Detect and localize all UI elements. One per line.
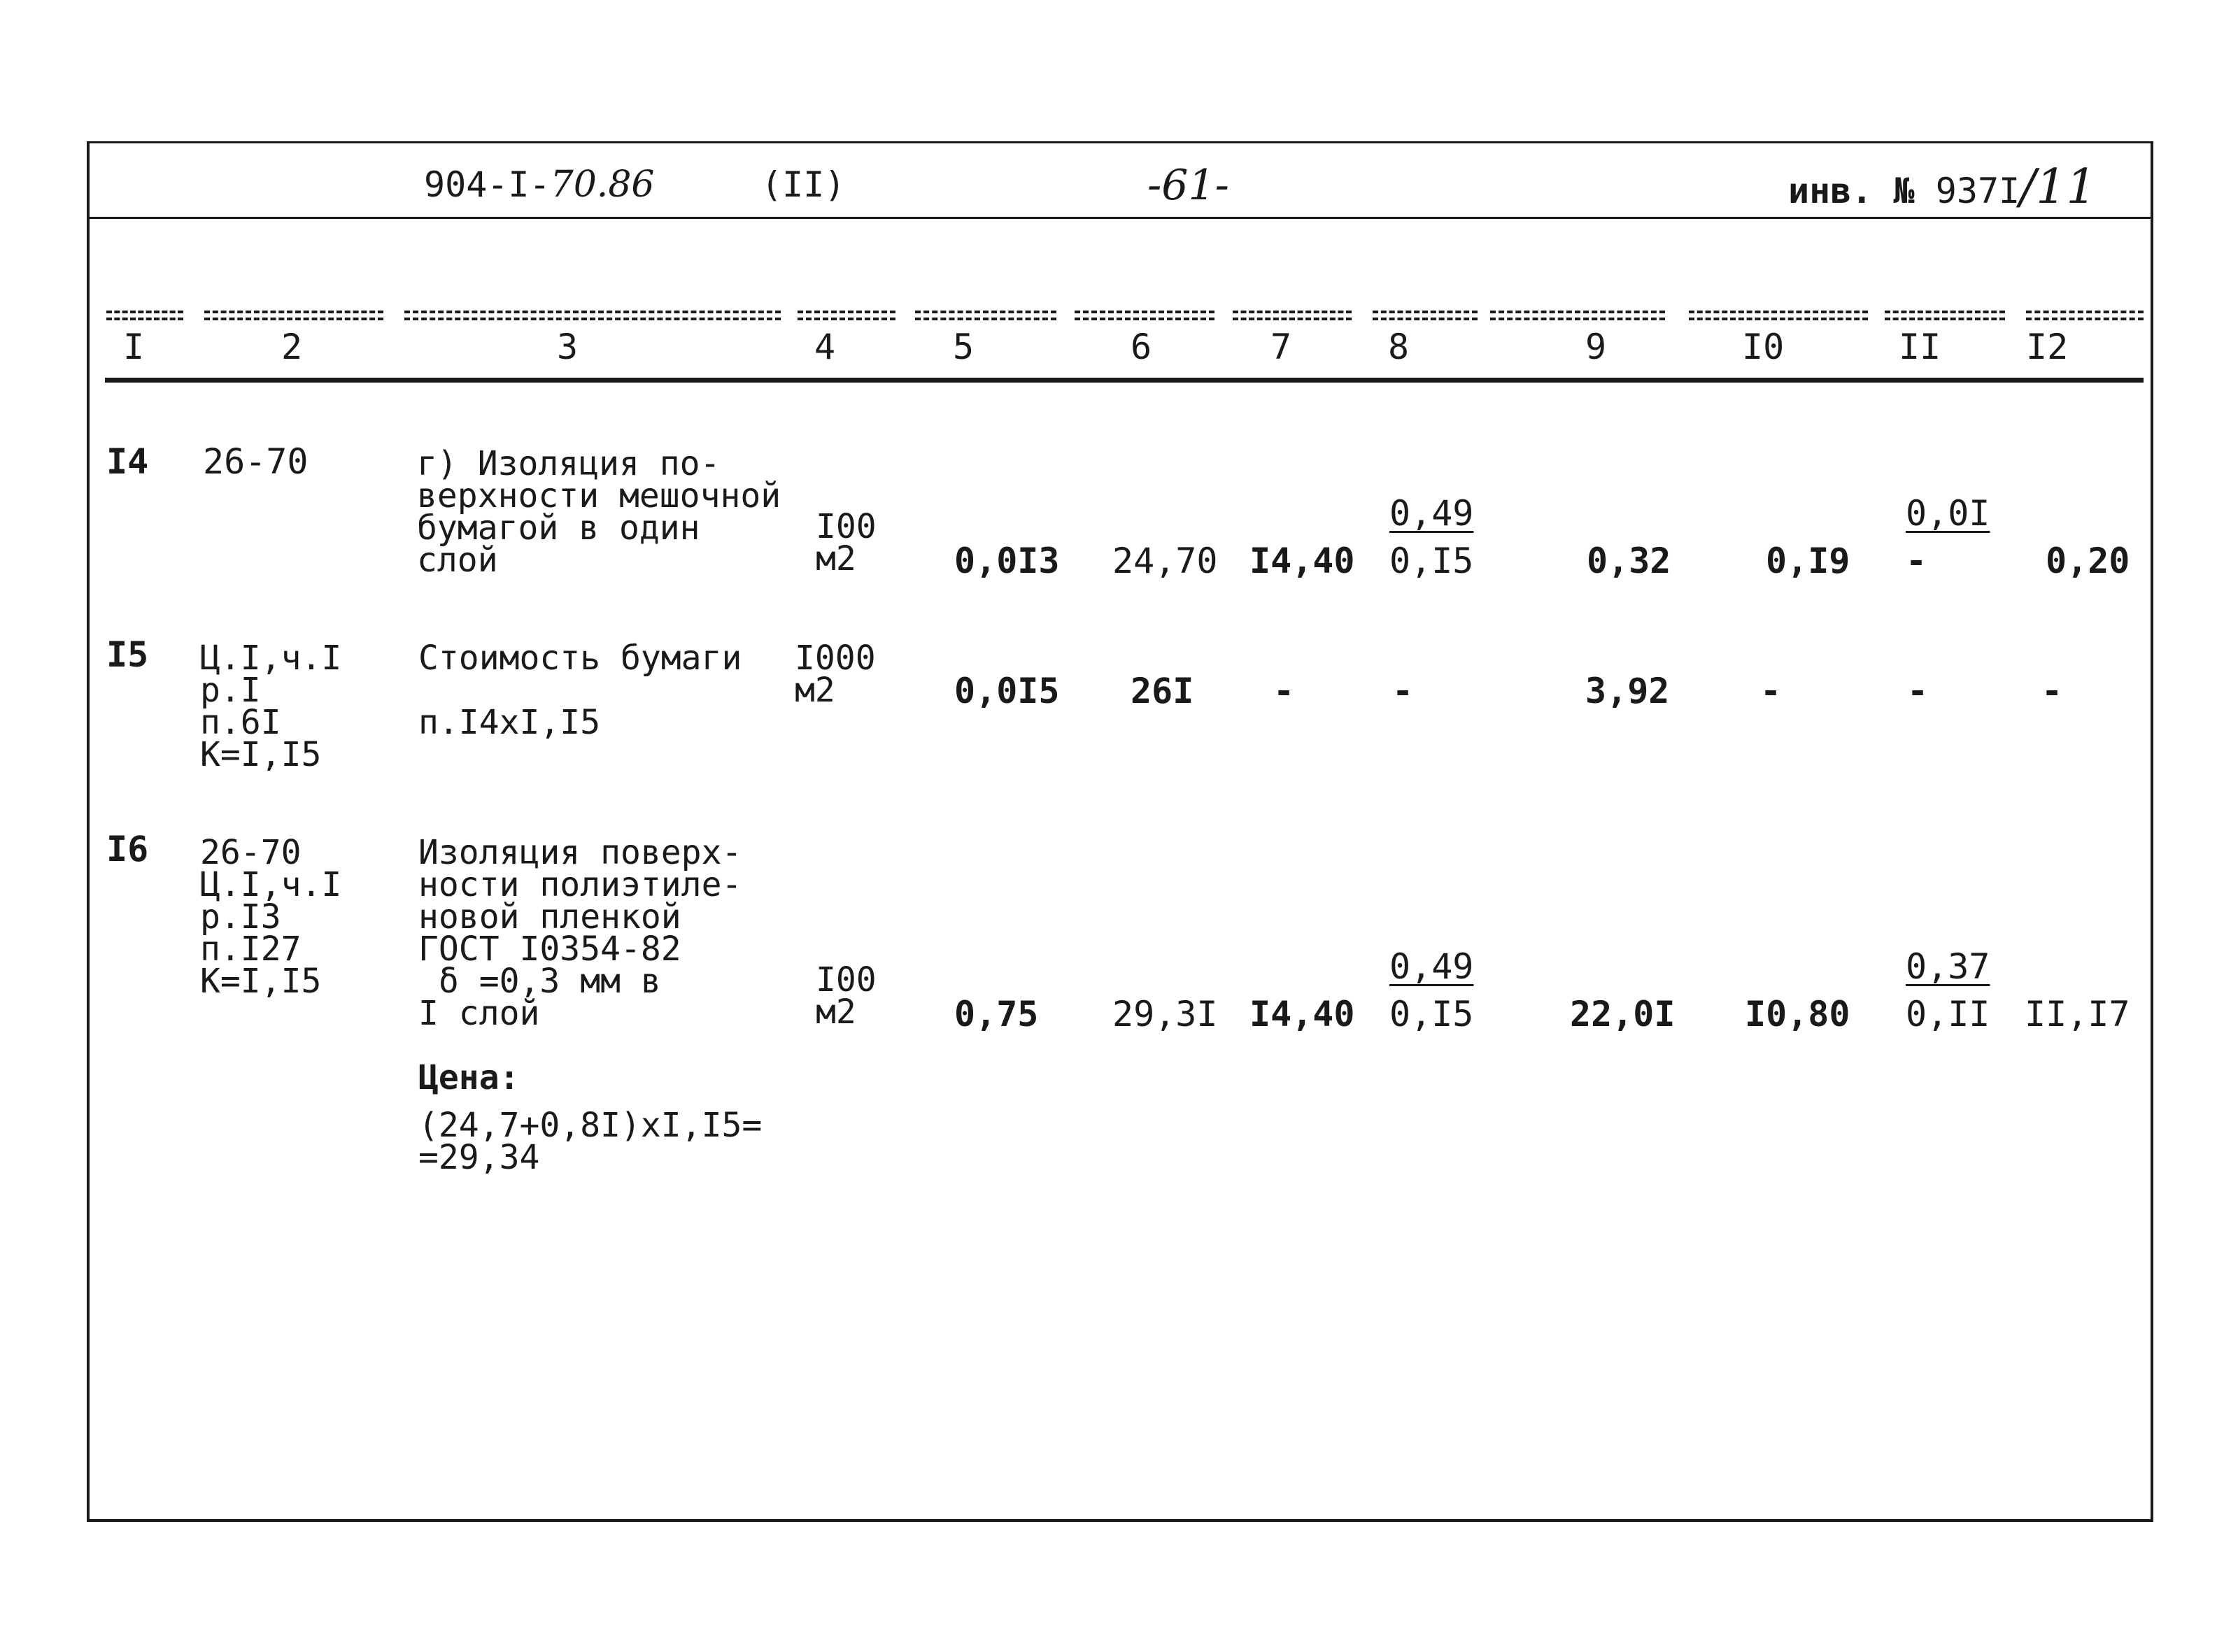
column-number-9: 9 xyxy=(1585,327,1607,367)
column-number-11: II xyxy=(1899,327,1941,367)
column-number-6: 6 xyxy=(1131,327,1152,367)
cell-col5: 0,0I3 xyxy=(954,541,1060,581)
row-unit: I00 м2 xyxy=(816,960,877,1032)
row-number: I4 xyxy=(106,441,149,482)
cell-col8-bottom: 0,I5 xyxy=(1389,541,1474,581)
cell-col10: - xyxy=(1760,671,1782,711)
row-description-formula: п.I4xI,I5 xyxy=(418,703,601,742)
inventory-handwritten: /11 xyxy=(2020,159,2097,215)
cell-col5: 0,0I5 xyxy=(954,671,1060,711)
column-number-7: 7 xyxy=(1270,327,1292,367)
cell-col7: I4,40 xyxy=(1249,994,1355,1034)
cell-col9: 3,92 xyxy=(1585,671,1670,711)
price-formula: (24,7+0,8I)xI,I5= =29,34 xyxy=(418,1106,763,1177)
cell-col11-top: 0,37 xyxy=(1906,946,1990,987)
cell-col11-bottom: 0,II xyxy=(1906,994,1990,1034)
cell-col8: - xyxy=(1392,671,1414,711)
cell-col6: 24,70 xyxy=(1112,541,1218,581)
cell-col7: - xyxy=(1273,671,1295,711)
cell-col11: - xyxy=(1907,671,1929,711)
inventory-label: инв. № xyxy=(1788,171,1915,211)
row-code: Ц.I,ч.I р.I п.6I К=I,I5 xyxy=(200,639,342,774)
header-divider xyxy=(90,217,2151,219)
cell-col12: - xyxy=(2041,671,2063,711)
cell-col11-top: 0,0I xyxy=(1906,493,1990,534)
section-number: (II) xyxy=(761,164,846,205)
column-number-5: 5 xyxy=(953,327,975,367)
cell-col8-top: 0,49 xyxy=(1389,493,1474,534)
header-bottom-rule xyxy=(105,378,2144,383)
row-description: г) Изоляция по- верхности мешочной бумагой в один слой xyxy=(417,444,781,580)
row-code: 26-70 xyxy=(203,441,309,482)
document-code-prefix: 904-I- xyxy=(424,164,551,205)
cell-col7: I4,40 xyxy=(1249,541,1355,581)
row-number: I6 xyxy=(106,829,149,869)
column-number-10: I0 xyxy=(1742,327,1785,367)
price-label: Цена: xyxy=(418,1058,520,1097)
column-number-4: 4 xyxy=(814,327,836,367)
cell-col5: 0,75 xyxy=(954,994,1039,1034)
column-number-3: 3 xyxy=(557,327,579,367)
cell-col10: I0,80 xyxy=(1745,994,1850,1034)
cell-col10: 0,I9 xyxy=(1766,541,1850,581)
column-number-12: I2 xyxy=(2026,327,2069,367)
row-code: 26-70 Ц.I,ч.I р.I3 п.I27 К=I,I5 xyxy=(200,833,342,1001)
column-number-1: I xyxy=(123,327,145,367)
row-description: Изоляция поверх- ности полиэтиле- новой пленкой ГОСТ I0354-82 δ =0,3 мм в I слой xyxy=(418,833,742,1033)
cell-col12: 0,20 xyxy=(2046,541,2130,581)
document-code xyxy=(424,165,655,204)
row-description: Стоимость бумаги xyxy=(418,639,742,678)
cell-col6: 29,3I xyxy=(1112,994,1218,1034)
row-unit: I000 м2 xyxy=(795,639,876,710)
column-number-2: 2 xyxy=(281,327,303,367)
cell-col8-bottom: 0,I5 xyxy=(1389,994,1474,1034)
cell-col12: II,I7 xyxy=(2025,994,2130,1034)
inventory-number xyxy=(1788,159,2097,215)
inventory-value: 937I xyxy=(1935,171,2020,211)
cell-col9: 22,0I xyxy=(1570,994,1676,1034)
cell-col9: 0,32 xyxy=(1587,541,1671,581)
document-code-handwritten: 70.86 xyxy=(550,164,655,206)
cell-col8-top: 0,49 xyxy=(1389,946,1474,987)
row-number: I5 xyxy=(106,634,149,675)
row-unit: I00 м2 xyxy=(816,507,877,578)
column-number-8: 8 xyxy=(1388,327,1410,367)
cell-col6: 26I xyxy=(1131,671,1194,711)
page-frame xyxy=(87,141,2153,1522)
page-number: -61- xyxy=(1147,161,1229,210)
cell-col11-bottom: - xyxy=(1906,541,1927,581)
